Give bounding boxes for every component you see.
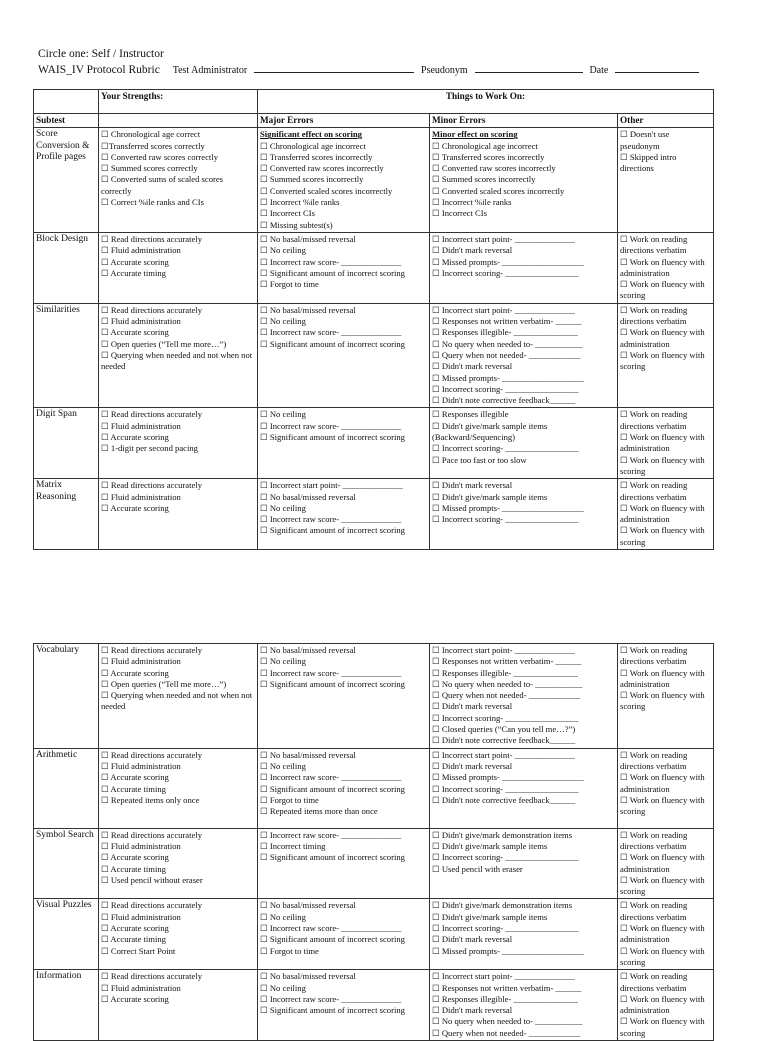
checkbox-item[interactable]: ☐ Open queries (“Tell me more…”) (101, 338, 227, 349)
checkbox-item[interactable]: ☐ Accurate timing (101, 783, 166, 794)
subtest-name: Information (34, 970, 99, 1041)
checkbox-item[interactable]: ☐ Accurate scoring (101, 432, 169, 443)
pseudonym-field[interactable] (475, 62, 583, 73)
checkbox-item[interactable]: ☐ Read directions accurately (101, 304, 202, 315)
subtest-name: Matrix Reasoning (34, 479, 99, 550)
checkbox-item[interactable]: ☐ Incorrect start point- ______________ (432, 749, 575, 760)
checkbox-item[interactable]: ☐ No basal/missed reversal (260, 491, 356, 502)
checkbox-item[interactable]: ☐ Correct %ile ranks and CIs (101, 197, 204, 208)
table-row (34, 644, 714, 749)
checkbox-item[interactable]: ☐ Querying when needed and not when not needed (101, 690, 253, 712)
checkbox-item[interactable]: ☐ Didn't give/mark sample items (432, 840, 548, 851)
checkbox-item[interactable]: ☐ Work on fluency with scoring (620, 454, 705, 476)
checkbox-item[interactable]: ☐ Pace too fast or too slow (432, 454, 527, 465)
checkbox-item[interactable]: ☐ Read directions accurately (101, 480, 202, 491)
checkbox-item[interactable]: ☐ Used pencil with eraser (432, 863, 523, 874)
other-cell (618, 644, 714, 749)
checkbox-item[interactable]: ☐ Work on reading directions verbatim (620, 409, 688, 431)
checkbox-item[interactable]: ☐ Work on fluency with scoring (620, 1016, 705, 1038)
checkbox-item[interactable]: ☐ Fluid administration (101, 760, 181, 771)
checkbox-item[interactable]: ☐ Incorrect scoring- _________________ (432, 923, 579, 934)
strengths-cell (99, 970, 258, 1041)
checkbox-item[interactable]: ☐ Didn't mark reversal (432, 245, 513, 256)
checkbox-item[interactable]: ☐ Work on fluency with administration (620, 852, 705, 874)
checkbox-item[interactable]: ☐ Work on fluency with scoring (620, 794, 705, 817)
strengths-header: Your Strengths: (99, 90, 258, 114)
checkbox-item[interactable]: ☐ Work on fluency with scoring (620, 525, 705, 547)
checkbox-item[interactable]: ☐ Fluid administration (101, 911, 181, 922)
checkbox-item[interactable]: ☐ No basal/missed reversal (260, 233, 356, 244)
circle-one-line: Circle one: Self / Instructor (38, 48, 164, 60)
table-header-row (34, 90, 714, 114)
checkbox-item[interactable]: ☐Transferred scores correctly (101, 140, 205, 151)
checkbox-item[interactable]: ☐ Work on reading directions verbatim (620, 645, 688, 667)
checkbox-item[interactable]: ☐ Incorrect raw score- ______________ (260, 256, 402, 267)
checkbox-item[interactable]: ☐ Incorrect start point- ______________ (432, 971, 575, 982)
major-subheading: Significant effect on scoring (260, 129, 362, 140)
pseudonym-label: Pseudonym (421, 65, 468, 76)
checkbox-item[interactable]: ☐ No basal/missed reversal (260, 304, 356, 315)
checkbox-item[interactable]: ☐ Incorrect scoring- _________________ (432, 783, 579, 794)
checkbox-item[interactable]: ☐ Incorrect scoring- _________________ (432, 443, 579, 454)
checkbox-item[interactable]: ☐ Missed prompts- ___________________ (432, 256, 584, 267)
subtest-name: Arithmetic (34, 748, 99, 828)
checkbox-item[interactable]: ☐ Incorrect raw score- ______________ (260, 327, 402, 338)
checkbox-item[interactable]: ☐ Didn't note corrective feedback______ (432, 395, 576, 406)
strengths-cell (99, 232, 258, 303)
checkbox-item[interactable]: ☐ Significant amount of incorrect scoring (260, 678, 405, 689)
major-cell (258, 644, 430, 749)
table-row (34, 408, 714, 479)
checkbox-item[interactable]: ☐ Converted scaled scores incorrectly (432, 185, 565, 196)
checkbox-item[interactable]: ☐ Read directions accurately (101, 749, 202, 760)
strengths-cell (99, 748, 258, 828)
checkbox-item[interactable]: ☐ No ceiling (260, 760, 306, 771)
table-row (34, 303, 714, 408)
header-empty-cell (34, 90, 99, 114)
subtest-name: Vocabulary (34, 644, 99, 749)
checkbox-item[interactable]: ☐ Didn't mark reversal (432, 361, 513, 372)
checkbox-item[interactable]: ☐ Work on fluency with scoring (620, 945, 705, 967)
checkbox-item[interactable]: ☐ Incorrect %ile ranks (432, 197, 512, 208)
strengths-cell (99, 828, 258, 899)
other-cell (618, 128, 714, 233)
checkbox-item[interactable]: ☐ Accurate timing (101, 934, 166, 945)
checkbox-item[interactable]: ☐ Responses illegible (432, 409, 509, 420)
checkbox-item[interactable]: ☐ Significant amount of incorrect scoring (260, 432, 405, 443)
things-to-work-on-header: Things to Work On: (258, 90, 714, 114)
table-row (34, 899, 714, 970)
checkbox-item[interactable]: ☐ Incorrect raw score- ______________ (260, 993, 402, 1004)
checkbox-item[interactable]: ☐ Work on fluency with administration (620, 923, 705, 945)
checkbox-item[interactable]: ☐ Incorrect raw score- ______________ (260, 923, 402, 934)
strengths-subheader-empty (99, 114, 258, 128)
checkbox-item[interactable]: ☐ Significant amount of incorrect scoring (260, 852, 405, 863)
minor-cell (430, 479, 618, 550)
checkbox-item[interactable]: ☐ Incorrect scoring- _________________ (432, 514, 579, 525)
rubric-table-2 (33, 643, 714, 1041)
checkbox-item[interactable]: ☐ Converted raw scores correctly (101, 151, 218, 162)
checkbox-item[interactable]: ☐ Chronological age incorrect (260, 140, 366, 151)
checkbox-item[interactable]: ☐ Transferred scores incorrectly (260, 151, 373, 162)
checkbox-item[interactable]: ☐ Incorrect scoring- _________________ (432, 267, 579, 278)
strengths-cell (99, 408, 258, 479)
checkbox-item[interactable]: ☐ Didn't give/mark sample items (432, 911, 548, 922)
checkbox-item[interactable]: ☐ Didn't note corrective feedback______ (432, 735, 576, 746)
checkbox-item[interactable]: ☐ Accurate scoring (101, 327, 169, 338)
strengths-cell (99, 899, 258, 970)
major-cell (258, 828, 430, 899)
subtest-header: Subtest (34, 114, 99, 128)
checkbox-item[interactable]: ☐ Responses illegible- _______________ (432, 327, 578, 338)
checkbox-item[interactable]: ☐ Accurate scoring (101, 923, 169, 934)
checkbox-item[interactable]: ☐ No ceiling (260, 911, 306, 922)
checkbox-item[interactable]: ☐ Fluid administration (101, 316, 181, 327)
checkbox-item[interactable]: ☐ Incorrect timing (260, 840, 326, 851)
checkbox-item[interactable]: ☐ No ceiling (260, 656, 306, 667)
minor-cell (430, 828, 618, 899)
checkbox-item[interactable]: ☐ No query when needed to- ___________ (432, 338, 583, 349)
checkbox-item[interactable]: ☐ Converted sums of scaled scores correctly (101, 174, 224, 196)
checkbox-item[interactable]: ☐ Fluid administration (101, 491, 181, 502)
major-cell (258, 899, 430, 970)
checkbox-item[interactable]: ☐ No ceiling (260, 409, 306, 420)
checkbox-item[interactable]: ☐ Significant amount of incorrect scoring (260, 783, 405, 794)
major-cell (258, 128, 430, 233)
checkbox-item[interactable]: ☐ Work on reading directions verbatim (620, 480, 688, 502)
major-cell (258, 748, 430, 828)
checkbox-item[interactable]: ☐ Missing subtest(s) (260, 219, 333, 230)
other-cell (618, 748, 714, 828)
checkbox-item[interactable]: ☐ Responses not written verbatim- ______ (432, 982, 582, 993)
checkbox-item[interactable]: ☐ Incorrect raw score- ______________ (260, 667, 402, 678)
major-cell (258, 303, 430, 408)
checkbox-item[interactable]: ☐ Converted scaled scores incorrectly (260, 185, 393, 196)
checkbox-item[interactable]: ☐ 1-digit per second pacing (101, 443, 198, 454)
checkbox-item[interactable]: ☐ Fluid administration (101, 982, 181, 993)
checkbox-item[interactable]: ☐ Summed scores correctly (101, 163, 198, 174)
checkbox-item[interactable]: ☐ Responses illegible- _______________ (432, 667, 578, 678)
checkbox-item[interactable]: ☐ Incorrect scoring- _________________ (432, 712, 579, 723)
checkbox-item[interactable]: ☐ Work on reading directions verbatim (620, 233, 688, 256)
table-row (34, 479, 714, 550)
checkbox-item[interactable]: ☐ Significant amount of incorrect scoring (260, 525, 405, 536)
other-cell (618, 303, 714, 408)
column-header-row (34, 114, 714, 128)
checkbox-item[interactable]: ☐ Significant amount of incorrect scoring (260, 1005, 405, 1016)
checkbox-item[interactable]: ☐ Missed prompts- ___________________ (432, 945, 584, 956)
checkbox-item[interactable]: ☐ Work on fluency with administration (620, 667, 705, 689)
checkbox-item[interactable]: ☐ Missed prompts- ___________________ (432, 372, 584, 383)
checkbox-item[interactable]: ☐ Work on reading directions verbatim (620, 900, 688, 922)
date-label: Date (589, 65, 609, 76)
checkbox-item[interactable]: ☐ Repeated items only once (101, 794, 200, 805)
checkbox-item[interactable]: ☐ Incorrect scoring- _________________ (432, 383, 579, 394)
checkbox-item[interactable]: ☐ Responses not written verbatim- ______ (432, 316, 582, 327)
checkbox-item[interactable]: ☐ Work on fluency with scoring (620, 349, 705, 372)
checkbox-item[interactable]: ☐ Incorrect scoring- _________________ (432, 852, 579, 863)
minor-cell (430, 899, 618, 970)
checkbox-item[interactable]: ☐ Incorrect start point- ______________ (432, 645, 575, 655)
minor-subheading: Minor effect on scoring (432, 129, 518, 140)
checkbox-item[interactable]: ☐ Didn't give/mark sample items (432, 491, 548, 502)
checkbox-item[interactable]: ☐ Forgot to time (260, 279, 319, 290)
major-cell (258, 970, 430, 1041)
checkbox-item[interactable]: ☐ Work on fluency with administration (620, 432, 705, 454)
checkbox-item[interactable]: ☐ Work on fluency with administration (620, 256, 705, 278)
other-cell (618, 408, 714, 479)
strengths-cell (99, 479, 258, 550)
checkbox-item[interactable]: ☐ Incorrect raw score- ______________ (260, 829, 402, 840)
checkbox-item[interactable]: ☐ Accurate scoring (101, 852, 169, 863)
subtest-name: Digit Span (34, 408, 99, 479)
checkbox-item[interactable]: ☐ Responses illegible- _______________ (432, 993, 578, 1004)
checkbox-item[interactable]: ☐ Didn't mark reversal (432, 760, 513, 771)
checkbox-item[interactable]: ☐ Read directions accurately (101, 409, 202, 420)
checkbox-item[interactable]: ☐ Accurate timing (101, 267, 166, 278)
checkbox-item[interactable]: ☐ Responses not written verbatim- ______ (432, 656, 582, 667)
checkbox-item[interactable]: ☐ No basal/missed reversal (260, 749, 356, 760)
checkbox-item[interactable]: ☐ Work on fluency with scoring (620, 690, 705, 712)
checkbox-item[interactable]: ☐ Query when not needed- ____________ (432, 349, 581, 360)
other-cell (618, 899, 714, 970)
checkbox-item[interactable]: ☐ Work on reading directions verbatim (620, 829, 688, 851)
checkbox-item[interactable]: ☐ Query when not needed- ____________ (432, 1027, 581, 1038)
checkbox-item[interactable]: ☐ No ceiling (260, 245, 306, 256)
subtest-name: Similarities (34, 303, 99, 408)
minor-cell (430, 970, 618, 1041)
major-cell (258, 479, 430, 550)
checkbox-item[interactable]: ☐ Fluid administration (101, 420, 181, 431)
checkbox-item[interactable]: ☐ Read directions accurately (101, 829, 202, 840)
checkbox-item[interactable]: ☐ Accurate scoring (101, 667, 169, 678)
date-field[interactable] (615, 62, 699, 73)
strengths-cell (99, 128, 258, 233)
test-administrator-field[interactable] (254, 62, 414, 73)
checkbox-item[interactable]: ☐ Used pencil without eraser (101, 874, 203, 885)
checkbox-item[interactable]: ☐ Fluid administration (101, 656, 181, 667)
checkbox-item[interactable]: ☐ Accurate scoring (101, 502, 169, 513)
checkbox-item[interactable]: ☐ Correct Start Point (101, 945, 176, 956)
checkbox-item[interactable]: ☐ Read directions accurately (101, 645, 202, 655)
table-row (34, 748, 714, 828)
checkbox-item[interactable]: ☐ Work on reading directions verbatim (620, 304, 688, 327)
minor-cell (430, 748, 618, 828)
checkbox-item[interactable]: ☐ Incorrect start point- ______________ (432, 233, 575, 244)
checkbox-item[interactable]: ☐ Work on reading directions verbatim (620, 971, 688, 993)
subtest-name: Score Conversion & Profile pages (34, 128, 99, 233)
minor-cell (430, 408, 618, 479)
checkbox-item[interactable]: ☐ Accurate scoring (101, 993, 169, 1004)
checkbox-item[interactable]: ☐ Didn't give/mark sample items (Backward/Sequencing) (432, 420, 548, 443)
checkbox-item[interactable]: ☐ Incorrect CIs (432, 208, 487, 219)
table-row (34, 128, 714, 233)
checkbox-item[interactable]: ☐ Work on fluency with administration (620, 993, 705, 1016)
other-cell (618, 479, 714, 550)
checkbox-item[interactable]: ☐ Query when not needed- ____________ (432, 690, 581, 701)
checkbox-item[interactable]: ☐ Incorrect %ile ranks (260, 197, 340, 208)
checkbox-item[interactable]: ☐ Didn't mark reversal (432, 934, 513, 945)
checkbox-item[interactable]: ☐ Open queries (“Tell me more…”) (101, 678, 227, 689)
checkbox-item[interactable]: ☐ Doesn't use pseudonym (620, 129, 670, 151)
checkbox-item[interactable]: ☐ Forgot to time (260, 794, 319, 805)
checkbox-item[interactable]: ☐ No basal/missed reversal (260, 971, 356, 982)
table-row (34, 970, 714, 1041)
checkbox-item[interactable]: ☐ Missed prompts- ___________________ (432, 502, 584, 513)
checkbox-item[interactable]: ☐ Summed scores incorrectly (260, 174, 364, 185)
checkbox-item[interactable]: ☐ Work on fluency with scoring (620, 874, 705, 897)
checkbox-item[interactable]: ☐ Closed queries (“Can you tell me…?”) (432, 724, 576, 735)
checkbox-item[interactable]: ☐ Chronological age correct (101, 129, 201, 140)
table-row (34, 232, 714, 303)
checkbox-item[interactable]: ☐ Significant amount of incorrect scoring (260, 267, 405, 278)
checkbox-item[interactable]: ☐ Fluid administration (101, 245, 181, 256)
checkbox-item[interactable]: ☐ No ceiling (260, 502, 306, 513)
rubric-body-2 (34, 644, 714, 1041)
checkbox-item[interactable]: ☐ Transferred scores incorrectly (432, 151, 545, 162)
checkbox-item[interactable]: ☐ Querying when needed and not when not needed (101, 349, 253, 372)
minor-errors-header: Minor Errors (430, 114, 618, 128)
other-cell (618, 970, 714, 1041)
table-row (34, 828, 714, 899)
checkbox-item[interactable]: ☐ No query when needed to- ___________ (432, 678, 583, 689)
checkbox-item[interactable]: ☐ Significant amount of incorrect scoring (260, 934, 405, 945)
subtest-name: Visual Puzzles (34, 899, 99, 970)
checkbox-item[interactable]: ☐ Incorrect start point- ______________ (432, 304, 575, 315)
minor-cell (430, 232, 618, 303)
minor-cell (430, 128, 618, 233)
major-cell (258, 408, 430, 479)
checkbox-item[interactable]: ☐ Chronological age incorrect (432, 140, 538, 151)
checkbox-item[interactable]: ☐ Incorrect CIs (260, 208, 315, 219)
checkbox-item[interactable]: ☐ Work on fluency with administration (620, 327, 705, 349)
checkbox-item[interactable]: ☐ Work on fluency with scoring (620, 279, 705, 301)
checkbox-item[interactable]: ☐ Accurate scoring (101, 256, 169, 267)
checkbox-item[interactable]: ☐ Incorrect raw score- ______________ (260, 514, 402, 525)
minor-cell (430, 644, 618, 749)
checkbox-item[interactable]: ☐ Work on fluency with administration (620, 502, 705, 525)
checkbox-item[interactable]: ☐ No query when needed to- ___________ (432, 1016, 583, 1027)
major-errors-header: Major Errors (258, 114, 430, 128)
checkbox-item[interactable]: ☐ Didn't give/mark demonstration items (432, 829, 573, 840)
checkbox-item[interactable]: ☐ Didn't mark reversal (432, 701, 513, 712)
test-administrator-label: Test Administrator (172, 65, 248, 76)
checkbox-item[interactable]: ☐ Accurate scoring (101, 772, 169, 783)
other-cell (618, 232, 714, 303)
checkbox-item[interactable]: ☐ No basal/missed reversal (260, 645, 356, 655)
subtest-name: Block Design (34, 232, 99, 303)
checkbox-item[interactable]: ☐ Didn't give/mark demonstration items (432, 900, 573, 911)
subtest-name: Symbol Search (34, 828, 99, 899)
checkbox-item[interactable]: ☐ Accurate timing (101, 863, 166, 874)
checkbox-item[interactable]: ☐ Incorrect raw score- ______________ (260, 420, 402, 431)
rubric-title: WAIS_IV Protocol Rubric (38, 64, 160, 76)
checkbox-item[interactable]: ☐ Didn't mark reversal (432, 480, 513, 491)
checkbox-item[interactable]: ☐ Work on reading directions verbatim (620, 749, 688, 771)
checkbox-item[interactable]: ☐ Incorrect raw score- ______________ (260, 772, 402, 783)
checkbox-item[interactable]: ☐ Read directions accurately (101, 971, 202, 982)
rubric-header-line (38, 62, 703, 76)
checkbox-item[interactable]: ☐ No ceiling (260, 316, 306, 327)
checkbox-item[interactable]: ☐ Missed prompts- ___________________ (432, 772, 584, 783)
checkbox-item[interactable]: ☐ Converted raw scores incorrectly (432, 163, 556, 174)
checkbox-item[interactable]: ☐ No basal/missed reversal (260, 900, 356, 911)
checkbox-item[interactable]: ☐ Significant amount of incorrect scoring (260, 338, 405, 349)
other-header: Other (618, 114, 714, 128)
checkbox-item[interactable]: ☐ Read directions accurately (101, 233, 202, 244)
checkbox-item[interactable]: ☐ No ceiling (260, 982, 306, 993)
rubric-table-1 (33, 89, 714, 550)
checkbox-item[interactable]: ☐ Didn't note corrective feedback______ (432, 794, 576, 805)
major-cell (258, 232, 430, 303)
other-cell (618, 828, 714, 899)
minor-cell (430, 303, 618, 408)
checkbox-item[interactable]: ☐ Fluid administration (101, 840, 181, 851)
strengths-cell (99, 303, 258, 408)
strengths-cell (99, 644, 258, 749)
rubric-body-1 (34, 128, 714, 550)
checkbox-item[interactable]: ☐ Repeated items more than once (260, 806, 378, 817)
checkbox-item[interactable]: ☐ Read directions accurately (101, 900, 202, 911)
checkbox-item[interactable]: ☐ Summed scores incorrectly (432, 174, 536, 185)
checkbox-item[interactable]: ☐ Didn't mark reversal (432, 1005, 513, 1016)
checkbox-item[interactable]: ☐ Forgot to time (260, 945, 319, 956)
checkbox-item[interactable]: ☐ Work on fluency with administration (620, 772, 705, 794)
checkbox-item[interactable]: ☐ Skipped intro directions (620, 151, 677, 174)
checkbox-item[interactable]: ☐ Converted raw scores incorrectly (260, 163, 384, 174)
checkbox-item[interactable]: ☐ Incorrect start point- ______________ (260, 480, 403, 491)
